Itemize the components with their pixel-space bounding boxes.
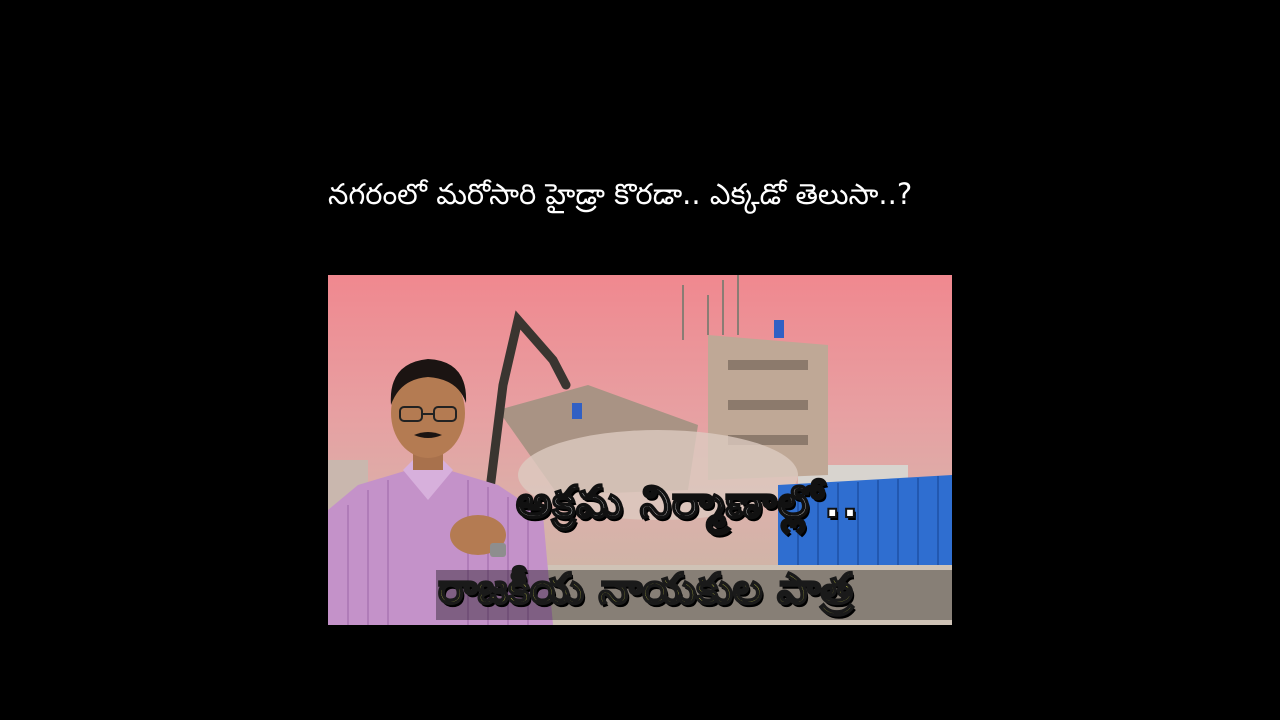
article (328, 172, 952, 216)
thumbnail-headline-line2: రాజకీయ నాయకుల పాత్ర (438, 564, 854, 613)
wristwatch-icon (490, 543, 506, 557)
worker (774, 320, 784, 338)
worker (572, 403, 582, 419)
thumbnail-headline-line1: అక్రమ నిర్మాణాల్లో.. (516, 477, 860, 528)
article-title[interactable]: నగరంలో మరోసారి హైడ్రా కొరడా.. ఎక్కడో తెలుసా..? (328, 177, 913, 211)
building-floor (728, 400, 808, 410)
article-thumbnail[interactable] (328, 275, 952, 625)
building-floor (728, 360, 808, 370)
